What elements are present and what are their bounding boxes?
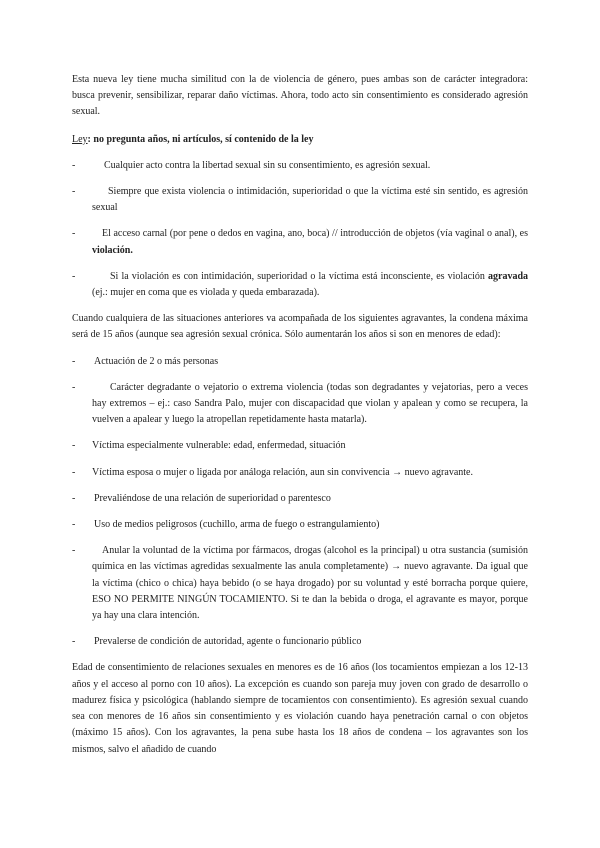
list-item (72, 634, 528, 650)
intro-paragraph: Esta nueva ley tiene mucha similitud con la de violencia de género, pues ambas son de carácter integradora: busca prevenir, sensibilizar, reparar daño víctimas. Ahora, todo acto sin consentimiento es considerado agresión sexual. (72, 74, 528, 118)
list-item (72, 543, 528, 624)
list-item-text: Uso de medios peligrosos (cuchillo, arma de fuego o estrangulamiento) (94, 519, 380, 531)
aggravating-intro-paragraph: Cuando cualquiera de las situaciones anteriores va acompañada de los siguientes agravantes, la condena máxima será de 15 años (aunque sea agresión sexual crónica. Sólo aumentarán los años si son en menores de edad): (72, 313, 528, 341)
list-item (72, 465, 528, 481)
list-item (72, 269, 528, 301)
law-heading (72, 132, 528, 148)
bullet-dash: - (72, 492, 76, 504)
bullet-dash: - (72, 466, 76, 478)
bullet-dash: - (72, 355, 76, 367)
list-item-text: Carácter degradante o vejatorio o extrema violencia (todas son degradantes y vejatorias, pero a veces hay extremos – ej.: caso Sandra Palo, mujer con discapacidad que violan y apalean y como se recupera, la vuelven a apalear y luego la atropellan repetidamente hasta matarla). (92, 381, 528, 426)
list-item-text: Víctima esposa o mujer o ligada por análoga relación, aun sin convivencia → nuevo agravante. (92, 466, 473, 478)
list-item-text: Víctima especialmente vulnerable: edad, enfermedad, situación (92, 440, 346, 452)
bullet-dash: - (72, 636, 76, 648)
law-heading-text: : no pregunta años, ni artículos, sí contenido de la ley (87, 133, 314, 145)
bullet-dash: - (72, 381, 76, 393)
list-item-tail: (ej.: mujer en coma que es violada y queda embarazada). (92, 287, 320, 299)
consent-age-paragraph: Edad de consentimiento de relaciones sexuales en menores es de 16 años (los tocamientos empiezan a los 12-13 años y el acceso al porno con 10 años). La excepción es cuando son pareja muy joven con grado de desarrollo o madurez física y psicológica (hablando siempre de tocamientos con consentimiento). Es agresión sexual cuando sea con menores de 16 años sin consentimiento y es violación cuando haya penetración carnal o con objetos (máximo 15 años). Con los agravantes, la pena sube hasta los 18 años de condena – los agravantes son los mismos, salvo el añadido de cuando (72, 662, 528, 755)
list-item (72, 158, 528, 174)
bullet-dash: - (72, 159, 76, 171)
bullet-list-1 (72, 158, 528, 301)
bullet-dash: - (72, 440, 76, 452)
list-item-text: Anular la voluntad de la víctima por fármacos, drogas (alcohol es la principal) u otra sustancia (sumisión química en las víctimas agredidas sexualmente las anula completamente) → nuevo agravante. Da igual que la víctima (chico o chica) haya bebido (o se haya drogado) por su voluntad y esté borracha porque quiere, ESO NO PERMITE NINGÚN TOCAMIENTO. Si te dan la bebida o droga, el agravante es mayor, porque ya hay una clara intención. (92, 545, 528, 622)
list-item-text: Siempre que exista violencia o intimidación, superioridad o que la víctima esté sin sentido, es agresión sexual (92, 186, 528, 214)
list-item (72, 354, 528, 370)
bullet-dash: - (72, 270, 76, 282)
bullet-dash: - (72, 186, 76, 198)
bullet-list-2 (72, 354, 528, 651)
law-label: Ley (72, 133, 88, 145)
bullet-dash: - (72, 228, 76, 240)
list-item (72, 380, 528, 429)
bullet-dash: - (72, 519, 76, 531)
list-item-bold: agravada (488, 270, 528, 282)
list-item (72, 491, 528, 507)
list-item-text: Prevalerse de condición de autoridad, agente o funcionario público (94, 636, 362, 648)
list-item-text: Actuación de 2 o más personas (94, 355, 219, 367)
bullet-dash: - (72, 545, 76, 557)
list-item-text: El acceso carnal (por pene o dedos en vagina, ano, boca) // introducción de objetos (vía vaginal o anal), es (102, 228, 528, 240)
list-item-bold: violación. (92, 244, 133, 256)
list-item (72, 226, 528, 258)
list-item (72, 184, 528, 216)
list-item (72, 517, 528, 533)
list-item-text: Si la violación es con intimidación, superioridad o la víctima está inconsciente, es violación (110, 270, 488, 282)
list-item-text: Cualquier acto contra la libertad sexual sin su consentimiento, es agresión sexual. (104, 159, 431, 171)
list-item (72, 438, 528, 454)
list-item-text: Prevaliéndose de una relación de superioridad o parentesco (94, 492, 331, 504)
